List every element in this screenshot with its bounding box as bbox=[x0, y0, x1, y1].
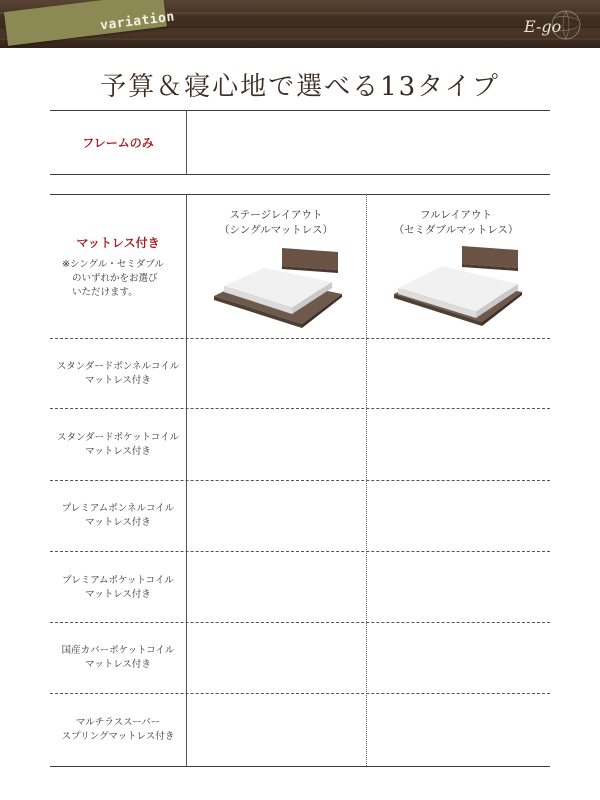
row-label-line: マットレス付き bbox=[85, 375, 151, 386]
row-label-line: 国産カバーポケットコイル bbox=[61, 645, 175, 656]
row-label-line: マットレス付き bbox=[85, 659, 151, 670]
stage-layout-bed-image bbox=[210, 244, 344, 328]
column-header-line: フルレイアウト bbox=[420, 209, 492, 221]
row-label bbox=[50, 360, 186, 388]
full-layout-bed-image bbox=[390, 244, 524, 328]
row-label-line: プレミアムボンネルコイル bbox=[61, 503, 175, 514]
brand-logo-icon bbox=[520, 8, 586, 42]
row-label-line: スタンダードポケットコイル bbox=[57, 432, 179, 443]
divider bbox=[50, 110, 550, 111]
page-title: 予算＆寝心地で選べる13タイプ bbox=[100, 72, 500, 102]
row-label bbox=[50, 431, 186, 459]
row-label-line: マットレス付き bbox=[85, 589, 151, 600]
wood-grain bbox=[0, 38, 600, 40]
note-line: のいずれかをお選び bbox=[72, 273, 158, 284]
column-header-line: ステージレイアウト bbox=[229, 209, 323, 221]
row-divider bbox=[50, 408, 550, 409]
row-label-line: スプリングマットレス付き bbox=[61, 731, 175, 742]
brand-logo-text: E-go bbox=[524, 17, 562, 36]
divider bbox=[50, 174, 550, 175]
variation-tag-label: variation bbox=[99, 9, 176, 34]
row-label-line: マットレス付き bbox=[85, 446, 151, 457]
column-header-line: （シングルマットレス） bbox=[219, 224, 333, 236]
divider bbox=[50, 194, 550, 195]
row-label-line: マルチラススーパー bbox=[75, 717, 161, 728]
row-label bbox=[50, 716, 186, 744]
row-label bbox=[50, 644, 186, 672]
column-header-full bbox=[366, 208, 546, 238]
row-label bbox=[50, 574, 186, 602]
row-divider bbox=[50, 693, 550, 694]
note-line: いただけます。 bbox=[72, 287, 138, 298]
column-divider bbox=[186, 110, 187, 174]
row-divider bbox=[50, 338, 550, 339]
row-label-line: プレミアムポケットコイル bbox=[62, 575, 174, 586]
header-banner bbox=[0, 0, 600, 48]
note-line: ※シングル・セミダブル bbox=[62, 259, 164, 270]
row-label-line: マットレス付き bbox=[85, 517, 151, 528]
row-label bbox=[50, 502, 186, 530]
column-header-line: （セミダブルマットレス） bbox=[393, 224, 519, 236]
frame-only-label: フレームのみ bbox=[82, 136, 154, 150]
row-label-line: スタンダードボンネルコイル bbox=[56, 361, 180, 372]
divider bbox=[50, 766, 550, 767]
mattress-note bbox=[62, 258, 164, 300]
row-divider bbox=[50, 480, 550, 481]
mattress-label: マットレス付き bbox=[76, 236, 160, 250]
row-divider bbox=[50, 551, 550, 552]
column-header-stage bbox=[186, 208, 366, 238]
row-divider bbox=[50, 622, 550, 623]
